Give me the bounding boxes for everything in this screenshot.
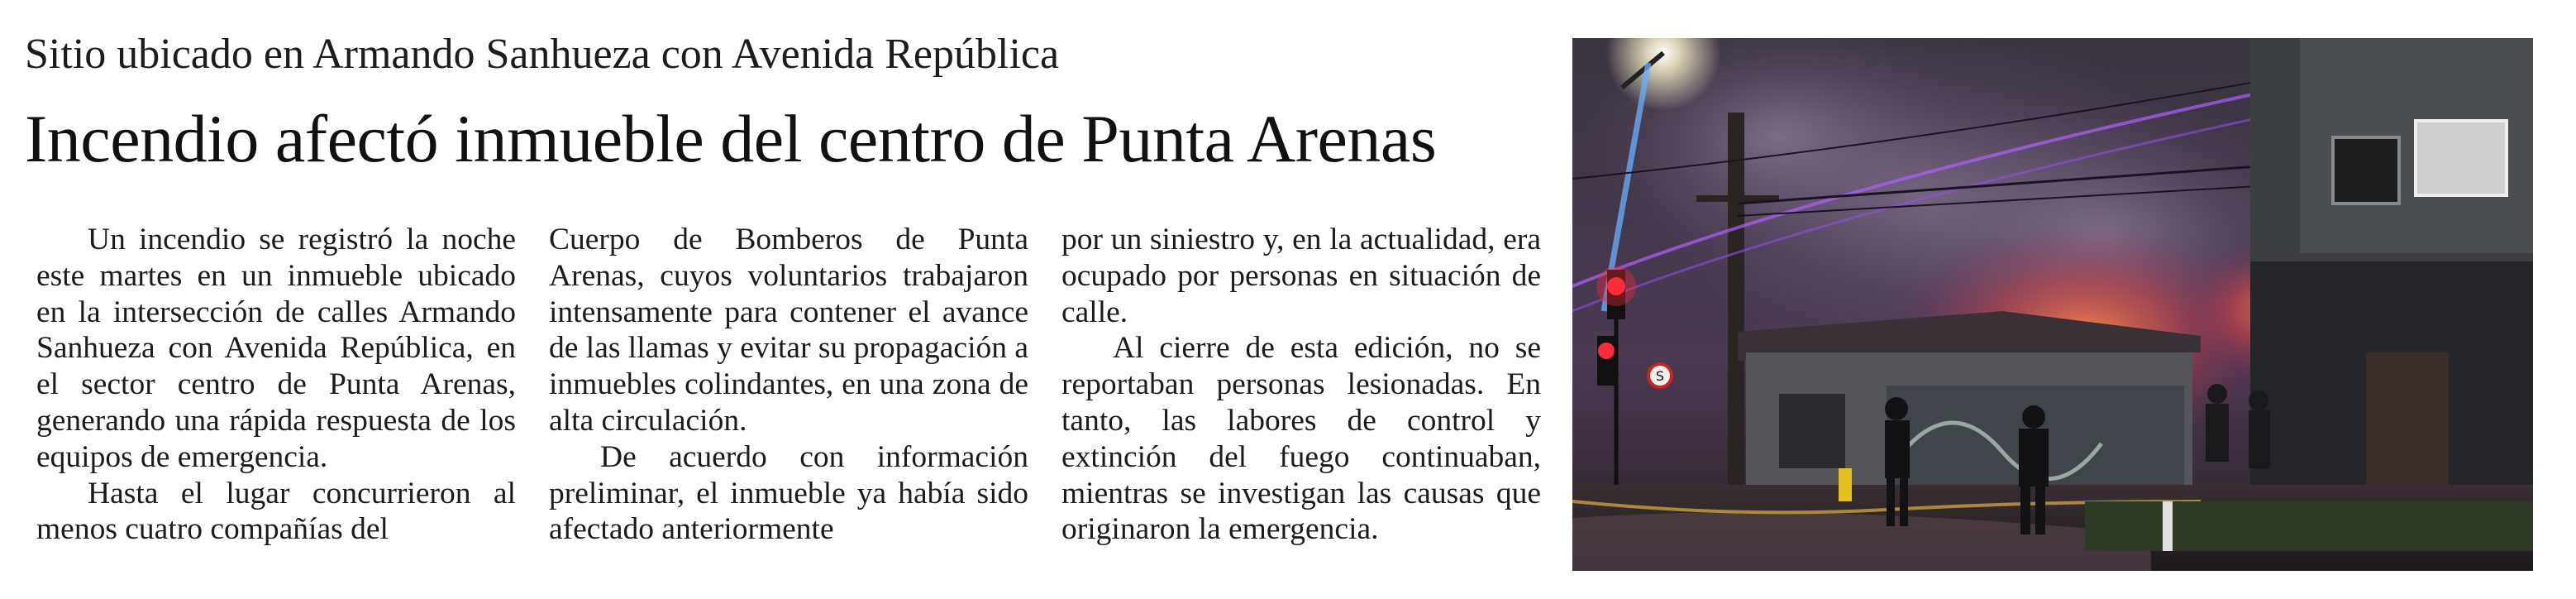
- bollard: [2163, 501, 2173, 551]
- article-column-3: [1061, 222, 1541, 548]
- article-paragraph: De acuerdo con información preliminar, el inmueble ya había sido afectado anteriormente: [549, 439, 1028, 547]
- apartment-door: [2366, 352, 2449, 501]
- grass-strip: [2085, 501, 2533, 551]
- article-column-1: [36, 222, 516, 548]
- apartment-window: [2333, 137, 2399, 204]
- fire-hydrant: [1839, 468, 1852, 501]
- article-paragraph: Al cierre de esta edición, no se reportaban personas lesionadas. En tanto, las labores de control y extinción del fuego continuaban, mientras se investigan las causas que originaron la emergencia.: [1061, 331, 1541, 547]
- article-paragraph: Cuerpo de Bomberos de Punta Arenas, cuyos voluntarios trabajaron intensamente para contener el avance de las llamas y evitar su propagación a inmuebles colindantes, en una zona de alta circulación.: [549, 223, 1029, 438]
- traffic-light-red: [1598, 343, 1615, 359]
- article-paragraph: por un siniestro y, en la actualidad, era ocupado por personas en situación de calle.: [1061, 223, 1541, 329]
- article-headline: Incendio afectó inmueble del centro de Punta Arenas: [25, 101, 1437, 176]
- apartment-window: [2416, 121, 2507, 195]
- fire-scene-photo: [1572, 38, 2533, 571]
- article-paragraph: Un incendio se registró la noche este martes en un inmueble ubicado en la intersección de calles Armando Sanhueza con Avenida República, en el sector centro de Punta Arenas, generando una rápida respuesta de los equipos de emergencia.: [36, 223, 516, 474]
- article-paragraph: Hasta el lugar concurrieron al menos cuatro compañías del: [36, 476, 516, 547]
- person-silhouette: [2206, 384, 2229, 462]
- traffic-light-red-glow: [1596, 266, 1636, 306]
- utility-pole: [1728, 113, 1744, 510]
- article-kicker: Sitio ubicado en Armando Sanhueza con Avenida República: [25, 31, 1060, 78]
- house-window: [1779, 394, 1845, 468]
- speed-sign-label: S: [1655, 368, 1665, 384]
- article-column-2: [549, 222, 1028, 548]
- person-silhouette: [2249, 391, 2270, 468]
